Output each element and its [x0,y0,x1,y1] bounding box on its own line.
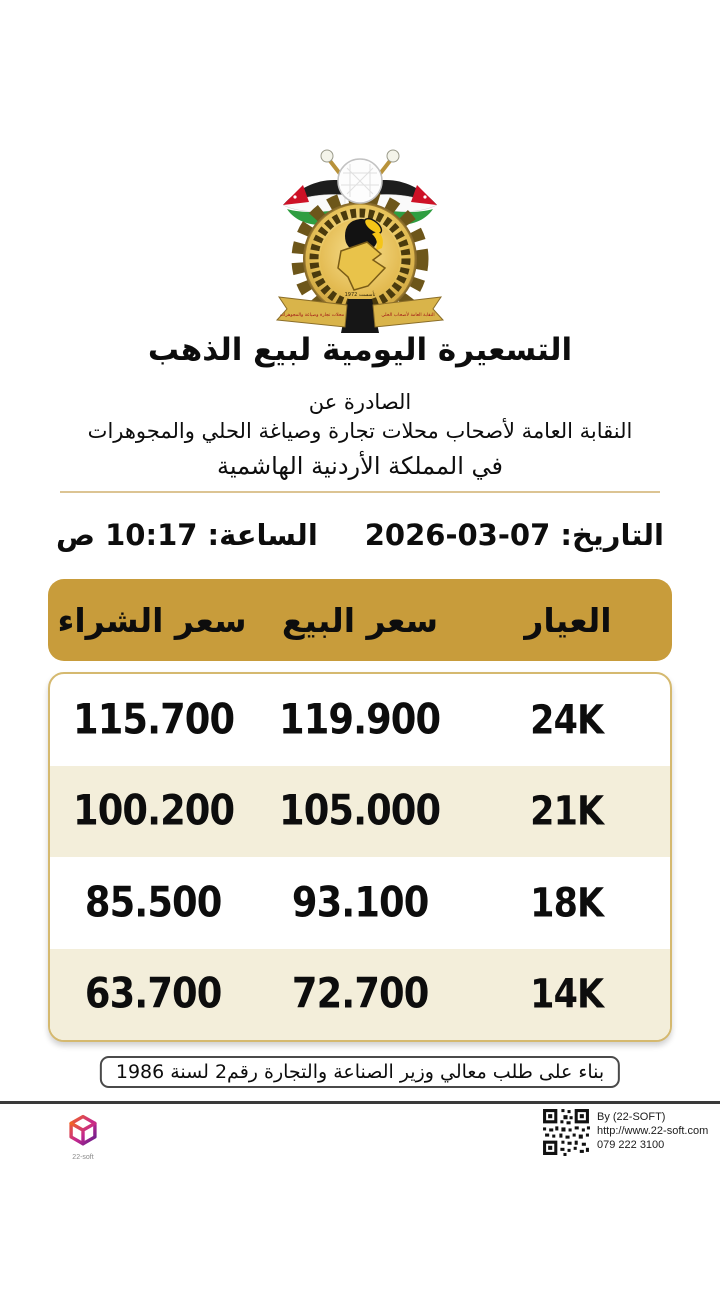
banner-right-text: النقابة العامة لأصحاب الحلي [381,313,435,318]
credit-phone: 079 222 3100 [597,1139,665,1151]
brand-label: 22-soft [72,1154,94,1161]
karat-value: 21K [530,788,604,835]
sell-price: 72.700 [291,970,429,1019]
faceted-sphere-icon [338,159,382,203]
date-value: 07-03-2026 [364,518,551,552]
footer-divider [0,1101,720,1104]
table-row-24k [50,674,670,766]
column-header-sell: سعر البيع [281,600,439,640]
brand-logo-block [60,1112,106,1161]
established-text: تأسست 1972 [344,292,376,298]
emblem-graphic [275,147,445,335]
table-row-14k [50,949,670,1041]
column-header-karat: العيار [524,600,612,640]
time-field [56,518,318,552]
price-table-body [48,672,672,1042]
karat-value: 24K [530,696,604,743]
syndicate-name-text: النقابة العامة لأصحاب محلات تجارة وصياغة الحلي والمجوهرات [87,419,633,443]
date-field [365,518,664,552]
buy-price: 115.700 [72,695,234,744]
footer-credit-block [541,1107,708,1157]
sell-price: 93.100 [291,878,429,927]
time-label: الساعة: [207,518,318,552]
banner-left-text: محلات تجارة وصياغة والمجوهرات [279,313,345,318]
buy-price: 63.700 [85,970,222,1019]
country-text: في المملكة الأردنية الهاشمية [216,452,504,480]
table-row-21k [50,766,670,858]
page-title: التسعيرة اليومية لبيع الذهب [147,332,573,368]
sell-price: 105.000 [279,787,441,836]
time-value: 10:17 ص [56,518,198,552]
issued-by-text: الصادرة عن [308,390,412,414]
price-table-header [48,579,672,661]
syndicate-emblem [275,147,445,335]
karat-value: 18K [530,879,604,926]
sell-price: 119.900 [279,695,441,744]
karat-value: 14K [530,971,604,1018]
cube-logo-icon [66,1112,100,1150]
datetime-row [48,512,672,558]
credit-text: By (22-SOFT) [597,1111,666,1123]
date-label: التاريخ: [560,518,664,552]
ministerial-note: بناء على طلب معالي وزير الصناعة والتجارة رقم2 لسنة 1986 [100,1056,620,1088]
qr-code-icon [541,1107,591,1157]
gold-divider [60,491,660,493]
buy-price: 85.500 [85,878,222,927]
table-row-18k [50,857,670,949]
credit-url: http://www.22-soft.com [597,1125,709,1137]
buy-price: 100.200 [72,787,234,836]
column-header-buy: سعر الشراء [57,600,247,640]
